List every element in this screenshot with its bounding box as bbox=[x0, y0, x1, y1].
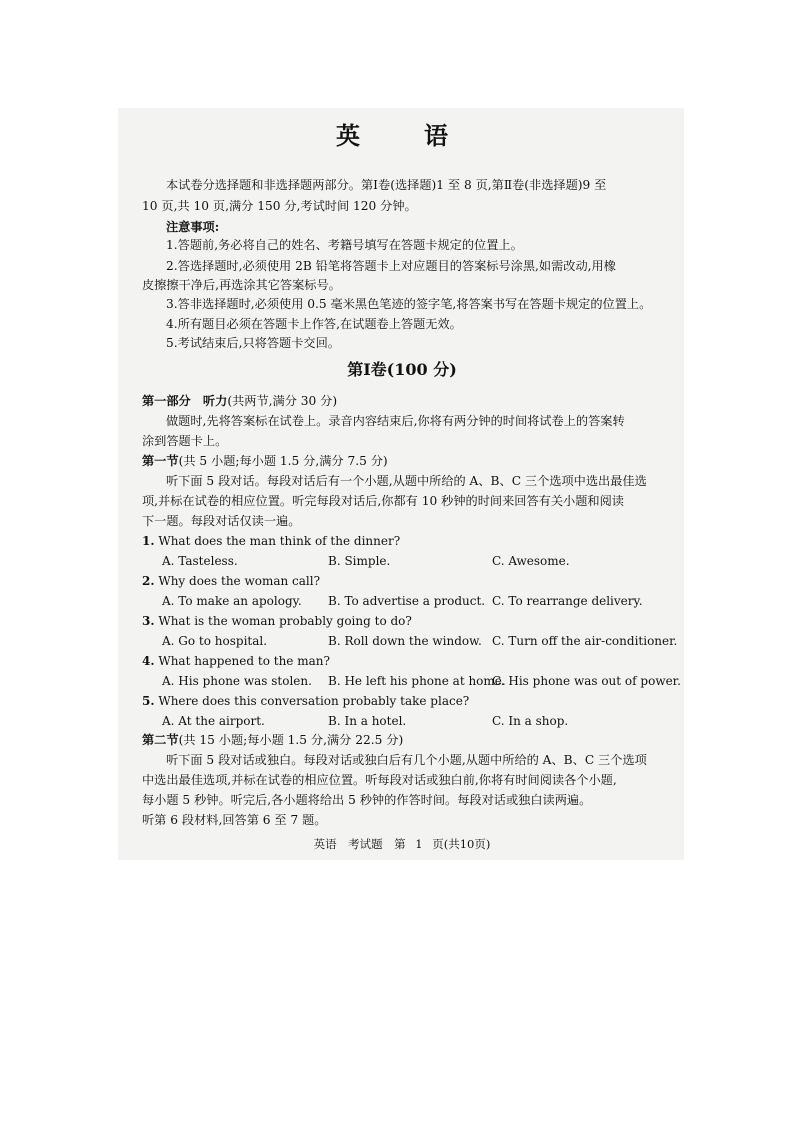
notice-item-2b: 皮擦擦干净后,再选涂其它答案标号。 bbox=[142, 278, 341, 292]
section2-instruction-b: 中选出最佳选项,并标在试卷的相应位置。听每段对话或独白前,你将有时间阅读各个小题, bbox=[142, 773, 617, 787]
notice-heading: 注意事项: bbox=[166, 220, 220, 234]
question-text: What is the woman probably going to do? bbox=[158, 614, 412, 628]
question-1-option-c: C. Awesome. bbox=[492, 554, 570, 568]
question-3 bbox=[142, 612, 412, 630]
section1-heading-line bbox=[142, 452, 388, 470]
question-1-option-a: A. Tasteless. bbox=[162, 554, 238, 568]
question-1 bbox=[142, 532, 400, 550]
page-title: 英 语 bbox=[336, 121, 468, 150]
question-5 bbox=[142, 692, 469, 710]
section1-instruction-a: 听下面 5 段对话。每段对话后有一个小题,从题中所给的 A、B、C 三个选项中选出最佳选 bbox=[166, 474, 647, 488]
question-4-option-c: C. His phone was out of power. bbox=[492, 674, 681, 688]
question-2-option-c: C. To rearrange delivery. bbox=[492, 594, 643, 608]
question-2 bbox=[142, 572, 320, 590]
section2-heading-note: (共 15 小题;每小题 1.5 分,满分 22.5 分) bbox=[178, 733, 404, 747]
question-4-option-b: B. He left his phone at home. bbox=[328, 674, 506, 688]
intro-line-1: 本试卷分选择题和非选择题两部分。第Ⅰ卷(选择题)1 至 8 页,第Ⅱ卷(非选择题)9 至 bbox=[166, 178, 607, 192]
question-number: 2. bbox=[142, 574, 155, 588]
question-4 bbox=[142, 652, 330, 670]
section1-instruction-c: 下一题。每段对话仅读一遍。 bbox=[142, 514, 301, 528]
question-text: What does the man think of the dinner? bbox=[158, 534, 401, 548]
question-text: Why does the woman call? bbox=[158, 574, 321, 588]
page-footer: 英语 考试题 第 1 页(共10页) bbox=[313, 837, 491, 851]
question-number: 4. bbox=[142, 654, 155, 668]
question-5-option-c: C. In a shop. bbox=[492, 714, 569, 728]
question-2-option-b: B. To advertise a product. bbox=[328, 594, 486, 608]
section2-heading-line bbox=[142, 731, 403, 749]
section2-instruction-a: 听下面 5 段对话或独白。每段对话或独白后有几个小题,从题中所给的 A、B、C 三个选项 bbox=[166, 753, 647, 767]
question-number: 3. bbox=[142, 614, 155, 628]
question-2-option-a: A. To make an apology. bbox=[162, 594, 302, 608]
part1-instruction-a: 做题时,先将答案标在试卷上。录音内容结束后,你将有两分钟的时间将试卷上的答案转 bbox=[166, 414, 625, 428]
section2-instruction-c: 每小题 5 秒钟。听完后,各小题将给出 5 秒钟的作答时间。每段对话或独白读两遍。 bbox=[142, 793, 592, 807]
question-3-option-c: C. Turn off the air-conditioner. bbox=[492, 634, 678, 648]
notice-item-2a: 2.答选择题时,必须使用 2B 铅笔将答题卡上对应题目的答案标号涂黑,如需改动,用橡 bbox=[166, 259, 616, 273]
notice-item-4: 4.所有题目必须在答题卡上作答,在试题卷上答题无效。 bbox=[166, 317, 462, 331]
part1-heading-line bbox=[142, 392, 337, 410]
section1-heading: 第一节 bbox=[142, 454, 179, 468]
question-number: 5. bbox=[142, 694, 155, 708]
section1-instruction-b: 项,并标在试卷的相应位置。听完每段对话后,你都有 10 秒钟的时间来回答有关小题和阅读 bbox=[142, 494, 624, 508]
question-text: What happened to the man? bbox=[158, 654, 330, 668]
section2-instruction-d: 听第 6 段材料,回答第 6 至 7 题。 bbox=[142, 813, 327, 827]
question-number: 1. bbox=[142, 534, 155, 548]
question-text: Where does this conversation probably take place? bbox=[158, 694, 470, 708]
notice-item-5: 5.考试结束后,只将答题卡交回。 bbox=[166, 336, 340, 350]
part1-heading: 第一部分 听力 bbox=[142, 394, 228, 408]
section1-heading-note: (共 5 小题;每小题 1.5 分,满分 7.5 分) bbox=[178, 454, 388, 468]
question-3-option-a: A. Go to hospital. bbox=[162, 634, 268, 648]
question-5-option-a: A. At the airport. bbox=[162, 714, 265, 728]
question-1-option-b: B. Simple. bbox=[328, 554, 391, 568]
part1-heading-note: (共两节,满分 30 分) bbox=[227, 394, 338, 408]
question-5-option-b: B. In a hotel. bbox=[328, 714, 407, 728]
volume-title: 第Ⅰ卷(100 分) bbox=[347, 360, 457, 379]
question-3-option-b: B. Roll down the window. bbox=[328, 634, 482, 648]
notice-item-3: 3.答非选择题时,必须使用 0.5 毫米黑色笔迹的签字笔,将答案书写在答题卡规定的位置上。 bbox=[166, 297, 652, 311]
section2-heading: 第二节 bbox=[142, 733, 179, 747]
part1-instruction-b: 涂到答题卡上。 bbox=[142, 434, 228, 448]
intro-line-2: 10 页,共 10 页,满分 150 分,考试时间 120 分钟。 bbox=[142, 199, 417, 213]
notice-item-1: 1.答题前,务必将自己的姓名、考籍号填写在答题卡规定的位置上。 bbox=[166, 238, 523, 252]
question-4-option-a: A. His phone was stolen. bbox=[162, 674, 312, 688]
